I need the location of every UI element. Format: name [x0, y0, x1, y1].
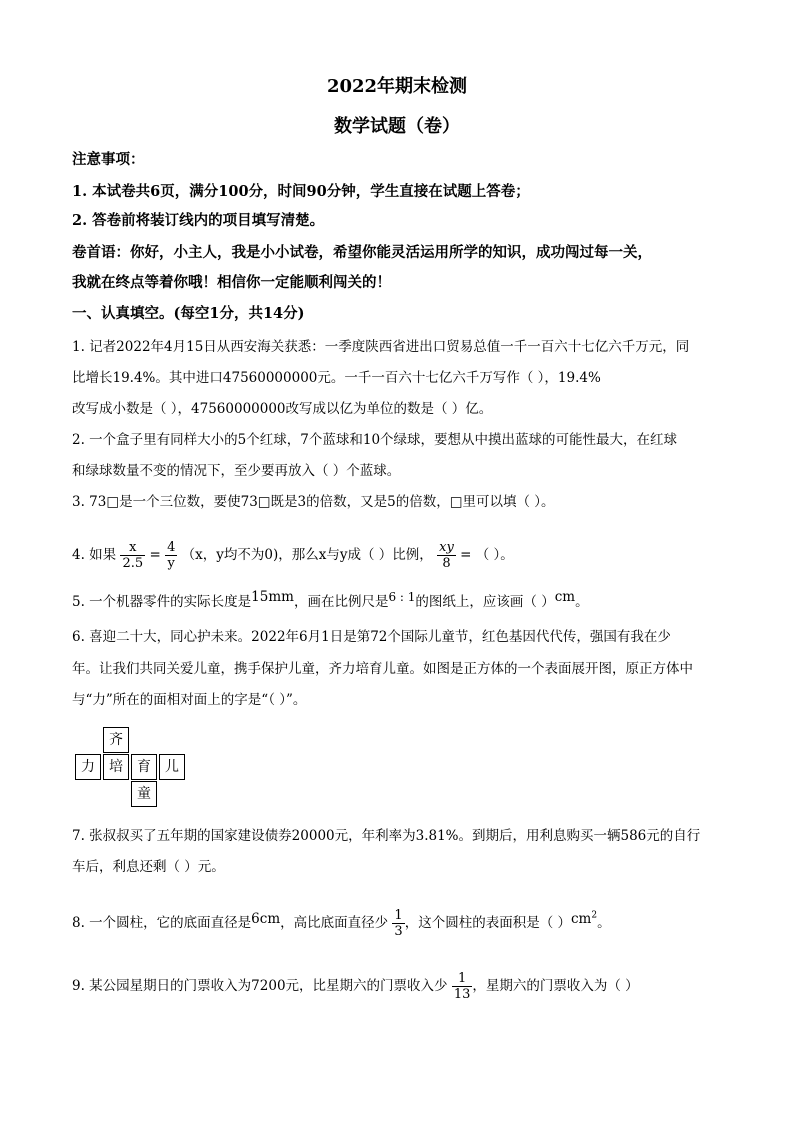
- q5-length: 15mm: [251, 589, 294, 605]
- q8-fraction-1-over-3: $\frac{1}{3}$: [394, 908, 403, 939]
- preface-line-1: 卷首语：你好，小主人，我是小小试卷，希望你能灵活运用所学的知识，成功闯过每一关，: [72, 244, 652, 261]
- question-2-line-1: 2. 一个盒子里有同样大小的5个红球，7个蓝球和10个绿球，要想从中摸出蓝球的可能性最大，在红球: [72, 432, 678, 448]
- net-cell-pei: 培: [103, 754, 129, 780]
- net-cell-li: 力: [75, 754, 101, 780]
- q4-var-y: y: [339, 547, 348, 563]
- net-cell-er: 儿: [159, 754, 185, 780]
- q4-fraction-x-over-2-5: $\frac{x}{2.5}$: [122, 540, 144, 571]
- page-subtitle: 数学试题（卷）: [334, 116, 460, 137]
- q8-unit: $cm^2$: [571, 910, 598, 927]
- question-2-line-2: 和绿球数量不变的情况下，至少要再放入（ ）个蓝球。: [72, 463, 401, 479]
- q8-diameter: 6cm: [251, 911, 281, 927]
- question-6-line-1: 6. 喜迎二十大，同心护未来。2022年6月1日是第72个国际儿童节，红色基因代代传，强国有我在少: [72, 629, 671, 645]
- q9-fraction-1-over-13: $\frac{1}{13}$: [453, 971, 471, 1002]
- question-4: 4. 如果 $\frac{x}{2.5}$ = $\frac{4}{y}$ （x，y均不为0)，那么x与y成（ ）比例， $\frac{xy}{8}$ = （ ）。: [72, 540, 514, 571]
- q4-condition: （x，y均不为0)，那么: [181, 547, 319, 563]
- q4-var-x: x: [318, 547, 327, 563]
- q4-fraction-xy-over-8: $\frac{xy}{8}$: [439, 540, 454, 571]
- question-1-line-1: 1. 记者2022年4月15日从西安海关获悉：一季度陕西省进出口贸易总值一千一百六十七亿六千万元，同: [72, 339, 690, 355]
- question-6-line-2: 年。让我们共同关爱儿童，携手保护儿童，齐力培育儿童。如图是正方体的一个表面展开图，原正方体中: [72, 661, 693, 677]
- net-cell-tong: 童: [131, 781, 157, 807]
- q5-scale: 6 : 1: [388, 590, 416, 604]
- question-6-line-3: 与“力”所在的面相对面上的字是“（ ）”。: [72, 692, 307, 708]
- notice-item-1: 1. 本试卷共6页，满分100分，时间90分钟，学生直接在试题上答卷；: [72, 183, 530, 200]
- question-7-line-2: 车后，利息还剩（ ）元。: [72, 859, 225, 875]
- q5-unit: cm: [554, 589, 576, 605]
- question-9: 9. 某公园星期日的门票收入为7200元，比星期六的门票收入少 $\frac{1}{13}$ ，星期六的门票收入为（ ）: [72, 971, 639, 1002]
- notice-heading: 注意事项：: [72, 151, 145, 168]
- preface-line-2: 我就在终点等着你哦！相信你一定能顺利闯关的！: [72, 274, 391, 291]
- net-cell-qi: 齐: [103, 727, 129, 753]
- question-1-line-3: 改写成小数是（ ），47560000000改写成以亿为单位的数是（ ）亿。: [72, 401, 493, 417]
- question-1-line-2: 比增长19.4%。其中进口47560000000元。一千一百六十七亿六千万写作（ ），19.4%: [72, 370, 601, 386]
- q4-tail: （ ）。: [475, 547, 514, 563]
- cube-net-diagram: [75, 727, 185, 809]
- question-3: 3. 73□是一个三位数，要使73□既是3的倍数，又是5的倍数，□里可以填（ ）。: [72, 494, 555, 510]
- net-cell-yu: 育: [131, 754, 157, 780]
- q4-equals: =: [149, 547, 161, 563]
- question-5: 5. 一个机器零件的实际长度是15mm，画在比例尺是6 : 1的图纸上，应该画（ ）cm。: [72, 589, 589, 610]
- question-7-line-1: 7. 张叔叔买了五年期的国家建设债券20000元，年利率为3.81%。到期后，用利息购买一辆586元的自行: [72, 828, 701, 844]
- question-8: 8. 一个圆柱，它的底面直径是6cm，高比底面直径少 $\frac{1}{3}$ ，这个圆柱的表面积是（ ）$cm^2$。: [72, 908, 611, 939]
- section-heading: 一、认真填空。(每空1分，共14分): [72, 305, 305, 322]
- page-title: 2022年期末检测: [326, 76, 468, 97]
- q4-prefix: 4. 如果: [72, 547, 117, 563]
- q4-fraction-4-over-y: $\frac{4}{y}$: [167, 540, 176, 571]
- notice-item-2: 2. 答卷前将装订线内的项目填写清楚。: [72, 212, 325, 229]
